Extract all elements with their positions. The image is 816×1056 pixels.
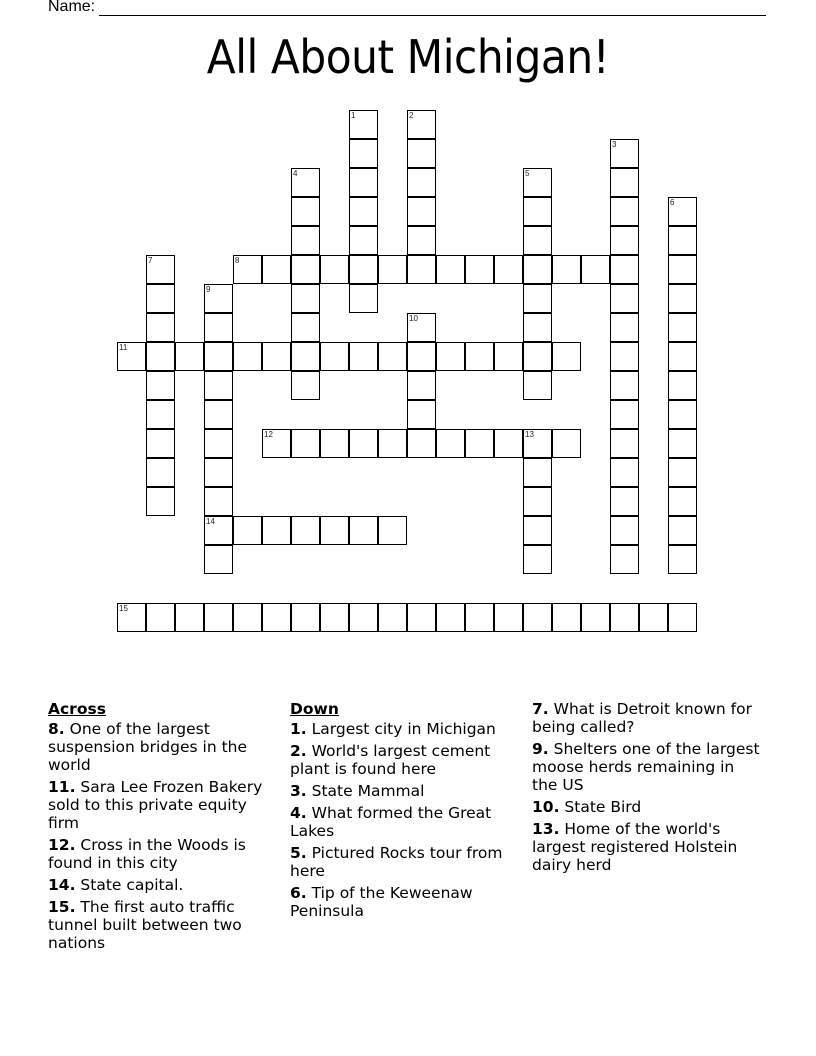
grid-cell[interactable] [610,487,639,516]
grid-cell[interactable] [581,255,610,284]
grid-cell[interactable] [407,168,436,197]
grid-cell[interactable] [204,429,233,458]
grid-cell[interactable] [610,545,639,574]
grid-cell[interactable] [610,342,639,371]
clue-item [532,820,762,874]
clue-text: Largest city in Michigan [311,720,496,738]
clue-text: State capital. [80,876,184,894]
grid-cell[interactable] [146,371,175,400]
name-field[interactable] [48,0,766,16]
grid-cell[interactable] [523,313,552,342]
grid-cell[interactable] [610,255,639,284]
grid-cell[interactable] [407,371,436,400]
clue-number: 10 [409,314,418,323]
grid-cell[interactable] [349,255,378,284]
clue-number-label: 12. [48,836,76,854]
grid-cell[interactable] [204,603,233,632]
clue-item [290,782,520,800]
grid-cell[interactable] [378,516,407,545]
clue-number: 12 [264,430,273,439]
grid-cell[interactable] [291,603,320,632]
grid-cell[interactable] [610,400,639,429]
clue-text: State Bird [564,798,642,816]
grid-cell[interactable] [262,516,291,545]
grid-cell[interactable] [552,255,581,284]
clue-number: 5 [525,169,530,178]
clue-item [48,898,278,952]
clue-text: World's largest cement plant is found here [290,742,491,778]
grid-cell[interactable] [117,342,146,371]
grid-cell[interactable] [407,255,436,284]
clue-text: Tip of the Keweenaw Peninsula [290,884,473,920]
grid-cell[interactable] [146,458,175,487]
grid-cell[interactable] [668,429,697,458]
down-clues [290,700,520,924]
down-clue-list-continued [532,700,762,874]
clue-number: 4 [293,169,298,178]
clue-number-label: 7. [532,700,549,718]
grid-cell[interactable] [465,429,494,458]
clue-number: 7 [148,256,153,265]
grid-cell[interactable] [175,603,204,632]
grid-cell[interactable] [349,342,378,371]
grid-cell[interactable] [349,429,378,458]
grid-cell[interactable] [523,168,552,197]
grid-cell[interactable] [610,284,639,313]
grid-cell[interactable] [204,487,233,516]
grid-cell[interactable] [523,458,552,487]
grid-cell[interactable] [204,516,233,545]
grid-cell[interactable] [146,255,175,284]
clue-number-label: 6. [290,884,307,902]
grid-cell[interactable] [320,516,349,545]
grid-cell[interactable] [436,342,465,371]
grid-cell[interactable] [668,313,697,342]
down-heading: Down [290,700,339,718]
clue-number-label: 14. [48,876,76,894]
clue-number: 6 [670,198,675,207]
clue-item [48,720,278,774]
clue-item [532,798,762,816]
grid-cell[interactable] [349,284,378,313]
grid-cell[interactable] [668,458,697,487]
clue-text: What is Detroit known for being called? [532,700,752,736]
clue-number: 15 [119,604,128,613]
grid-cell[interactable] [407,139,436,168]
grid-cell[interactable] [291,516,320,545]
grid-cell[interactable] [291,197,320,226]
grid-cell[interactable] [262,255,291,284]
grid-cell[interactable] [407,197,436,226]
grid-cell[interactable] [291,168,320,197]
grid-cell[interactable] [146,400,175,429]
grid-cell[interactable] [320,429,349,458]
grid-cell[interactable] [610,458,639,487]
grid-cell[interactable] [349,603,378,632]
clue-text: One of the largest suspension bridges in the world [48,720,248,774]
clue-text: The first auto traffic tunnel built between two nations [48,898,242,952]
clue-number-label: 9. [532,740,549,758]
grid-cell[interactable] [291,371,320,400]
grid-cell[interactable] [349,516,378,545]
grid-cell[interactable] [523,371,552,400]
grid-cell[interactable] [668,255,697,284]
clue-item [532,700,762,736]
grid-cell[interactable] [204,371,233,400]
clue-item [290,742,520,778]
grid-cell[interactable] [610,516,639,545]
grid-cell[interactable] [668,197,697,226]
grid-cell[interactable] [291,255,320,284]
down-clues-continued [532,700,762,878]
page-title: All About Michigan! [206,30,610,84]
grid-cell[interactable] [204,545,233,574]
grid-cell[interactable] [291,342,320,371]
grid-cell[interactable] [552,342,581,371]
grid-cell[interactable] [668,545,697,574]
name-underline[interactable] [99,0,766,16]
clue-text: What formed the Great Lakes [290,804,492,840]
across-clues [48,700,278,956]
grid-cell[interactable] [523,516,552,545]
grid-cell[interactable] [262,342,291,371]
grid-cell[interactable] [204,342,233,371]
clue-number-label: 11. [48,778,76,796]
grid-cell[interactable] [523,545,552,574]
grid-cell[interactable] [494,429,523,458]
grid-cell[interactable] [291,226,320,255]
clue-number: 14 [206,517,215,526]
grid-cell[interactable] [320,342,349,371]
clue-item [290,844,520,880]
grid-cell[interactable] [523,342,552,371]
grid-cell[interactable] [233,342,262,371]
clue-item [290,804,520,840]
grid-cell[interactable] [465,342,494,371]
grid-cell[interactable] [204,284,233,313]
clue-number: 13 [525,430,534,439]
clue-text: Cross in the Woods is found in this city [48,836,246,872]
clue-item [48,876,278,894]
grid-cell[interactable] [668,284,697,313]
grid-cell[interactable] [378,603,407,632]
grid-cell[interactable] [349,110,378,139]
clue-number: 8 [235,256,240,265]
grid-cell[interactable] [436,603,465,632]
grid-cell[interactable] [407,313,436,342]
grid-cell[interactable] [523,284,552,313]
grid-cell[interactable] [407,429,436,458]
grid-cell[interactable] [204,400,233,429]
grid-cell[interactable] [407,342,436,371]
clue-number-label: 4. [290,804,307,822]
grid-cell[interactable] [523,255,552,284]
clue-item [48,836,278,872]
grid-cell[interactable] [668,487,697,516]
grid-cell[interactable] [552,603,581,632]
clue-number-label: 10. [532,798,560,816]
clue-number-label: 2. [290,742,307,760]
grid-cell[interactable] [668,516,697,545]
grid-cell[interactable] [610,429,639,458]
grid-cell[interactable] [146,313,175,342]
grid-cell[interactable] [610,197,639,226]
grid-cell[interactable] [581,603,610,632]
name-label: Name: [48,0,96,15]
clue-item [290,720,520,738]
grid-cell[interactable] [407,603,436,632]
grid-cell[interactable] [610,603,639,632]
grid-cell[interactable] [523,429,552,458]
clue-number-label: 3. [290,782,307,800]
grid-cell[interactable] [407,400,436,429]
crossword-grid [117,110,698,633]
clue-item [290,884,520,920]
grid-cell[interactable] [378,255,407,284]
clue-number: 9 [206,285,211,294]
grid-cell[interactable] [378,429,407,458]
grid-cell[interactable] [204,458,233,487]
grid-cell[interactable] [204,313,233,342]
grid-cell[interactable] [523,603,552,632]
down-clue-list [290,720,520,920]
grid-cell[interactable] [610,168,639,197]
grid-cell[interactable] [175,342,204,371]
grid-cell[interactable] [523,226,552,255]
grid-cell[interactable] [523,197,552,226]
clue-item [532,740,762,794]
across-clue-list [48,720,278,952]
grid-cell[interactable] [465,603,494,632]
grid-cell[interactable] [262,603,291,632]
grid-cell[interactable] [668,342,697,371]
grid-cell[interactable] [233,603,262,632]
grid-cell[interactable] [610,139,639,168]
grid-cell[interactable] [320,255,349,284]
grid-cell[interactable] [117,603,146,632]
grid-cell[interactable] [291,284,320,313]
grid-cell[interactable] [465,255,494,284]
grid-cell[interactable] [668,226,697,255]
grid-cell[interactable] [552,429,581,458]
grid-cell[interactable] [349,226,378,255]
grid-cell[interactable] [668,603,697,632]
grid-cell[interactable] [233,516,262,545]
clue-number: 3 [612,140,617,149]
grid-cell[interactable] [378,342,407,371]
clue-number-label: 15. [48,898,76,916]
grid-cell[interactable] [146,487,175,516]
grid-cell[interactable] [146,284,175,313]
clue-text: Home of the world's largest registered Holstein dairy herd [532,820,738,874]
grid-cell[interactable] [320,603,349,632]
grid-cell[interactable] [349,168,378,197]
clue-text: Pictured Rocks tour from here [290,844,503,880]
clue-number-label: 13. [532,820,560,838]
clue-item [48,778,278,832]
clue-number: 1 [351,111,356,120]
clue-number: 11 [119,343,128,352]
grid-cell[interactable] [523,487,552,516]
grid-cell[interactable] [610,371,639,400]
grid-cell[interactable] [494,603,523,632]
clue-number-label: 8. [48,720,65,738]
grid-cell[interactable] [610,226,639,255]
grid-cell[interactable] [291,313,320,342]
grid-cell[interactable] [146,429,175,458]
grid-cell[interactable] [494,342,523,371]
grid-cell[interactable] [146,603,175,632]
grid-cell[interactable] [407,226,436,255]
grid-cell[interactable] [668,400,697,429]
grid-cell[interactable] [291,429,320,458]
clue-text: Shelters one of the largest moose herds remaining in the US [532,740,760,794]
grid-cell[interactable] [349,139,378,168]
grid-cell[interactable] [436,255,465,284]
grid-cell[interactable] [639,603,668,632]
grid-cell[interactable] [349,197,378,226]
across-heading: Across [48,700,106,718]
grid-cell[interactable] [262,429,291,458]
grid-cell[interactable] [436,429,465,458]
clue-text: Sara Lee Frozen Bakery sold to this private equity firm [48,778,263,832]
clue-number-label: 1. [290,720,307,738]
grid-cell[interactable] [407,110,436,139]
clue-number: 2 [409,111,414,120]
grid-cell[interactable] [668,371,697,400]
grid-cell[interactable] [610,313,639,342]
grid-cell[interactable] [146,342,175,371]
clue-number-label: 5. [290,844,307,862]
grid-cell[interactable] [494,255,523,284]
clue-text: State Mammal [311,782,425,800]
grid-cell[interactable] [233,255,262,284]
